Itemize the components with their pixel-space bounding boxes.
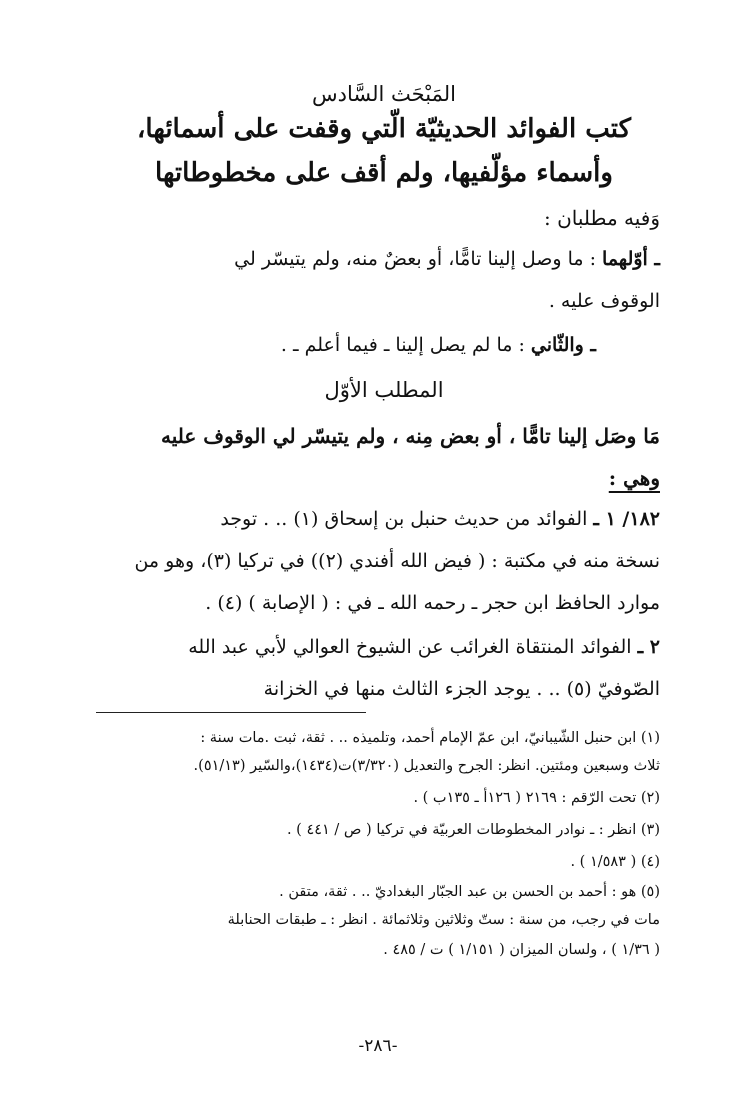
entry-182-number: ١٨٢/ ١ ـ: [593, 508, 660, 530]
subsection-title-tail: وهي :: [608, 466, 660, 490]
entry-182-line-1: [108, 508, 660, 531]
chapter-title-line-2: وأسماء مؤلّفيها، ولم أقف على مخطوطاتها: [155, 158, 613, 188]
item2-label: ـ والثّاني: [530, 334, 596, 356]
subsection-title-line-1: مَا وصَل إلينا تامًّا ، أو بعض مِنه ، ولم يتيسّر لي الوقوف عليه: [161, 424, 660, 448]
section-heading: المَبْحَث السَّادس: [312, 82, 456, 106]
item1-line-1: [108, 248, 660, 271]
chapter-title-line-1: كتب الفوائد الحديثيّة الّتي وقفت على أسمائها،: [137, 114, 631, 144]
entry-182-line-3: موارد الحافظ ابن حجر ـ رحمه الله ـ في : ( الإصابة ) (٤) .: [205, 592, 660, 614]
intro-text: وَفيه مطلبان :: [544, 206, 660, 230]
footnote-4: (٤) ( ١/٥٨٣ ) .: [570, 854, 660, 870]
footnote-5-line-2: مات في رجب، من سنة : ستّ وثلاثين وثلاثمائة . انظر : ـ طبقات الحنابلة: [227, 912, 660, 928]
footnote-1-line-1: (١) ابن حنبل الشّيبانيّ، ابن عمّ الإمام أحمد، وتلميذه .. . ثقة، ثبت .مات سنة :: [200, 730, 660, 746]
footnote-2: (٢) تحت الرّقم : ٢١٦٩ ( ١٢٦أ ـ ١٣٥ب ) .: [413, 790, 660, 806]
item1-label: ـ أوّلهما: [602, 248, 660, 270]
item1-line-2: الوقوف عليه .: [548, 290, 660, 312]
item1-text: : ما وصل إلينا تامًّا، أو بعضٌ منه، ولم يتيسّر لي: [234, 248, 596, 270]
subsection-heading: المطلب الأوّل: [324, 378, 444, 402]
footnote-separator: [96, 712, 366, 713]
footnote-5-line-3: ( ١/٣٦ ) ، ولسان الميزان ( ١/١٥١ ) ت / ٤٨٥ .: [383, 942, 660, 958]
item2-text: : ما لم يصل إلينا ـ فيما أعلم ـ .: [280, 334, 525, 356]
page-number: -٢٨٦-: [358, 1036, 398, 1056]
footnote-3: (٣) انظر : ـ نوادر المخطوطات العربيّة في تركيا ( ص / ٤٤١ ) .: [286, 822, 660, 838]
footnote-1-line-2: ثلاث وسبعين ومئتين. انظر: الجرح والتعديل (٣/٣٢٠)ت(١٤٣٤)،والسّير (٥١/١٣).: [193, 758, 660, 774]
entry-2-line-2: الصّوفيّ (٥) .. . يوجد الجزء الثالث منها في الخزانة: [263, 678, 660, 700]
entry-182-line-2: نسخة منه في مكتبة : ( فيض الله أفندي (٢)) في تركيا (٣)، وهو من: [134, 550, 660, 572]
entry-182-text: الفوائد من حديث حنبل بن إسحاق (١) .. . توجد: [220, 508, 588, 530]
item2-line: [108, 334, 596, 357]
footnote-5-line-1: (٥) هو : أحمد بن الحسن بن عبد الجبّار البغداديّ .. . ثقة، متقن .: [279, 884, 660, 900]
entry-2-line-1: [108, 636, 660, 659]
entry-2-text: الفوائد المنتقاة الغرائب عن الشيوخ العوالي لأبي عبد الله: [188, 636, 632, 658]
subsection-title-line-2: [108, 466, 660, 490]
entry-2-number: ٢ ـ: [637, 636, 660, 658]
